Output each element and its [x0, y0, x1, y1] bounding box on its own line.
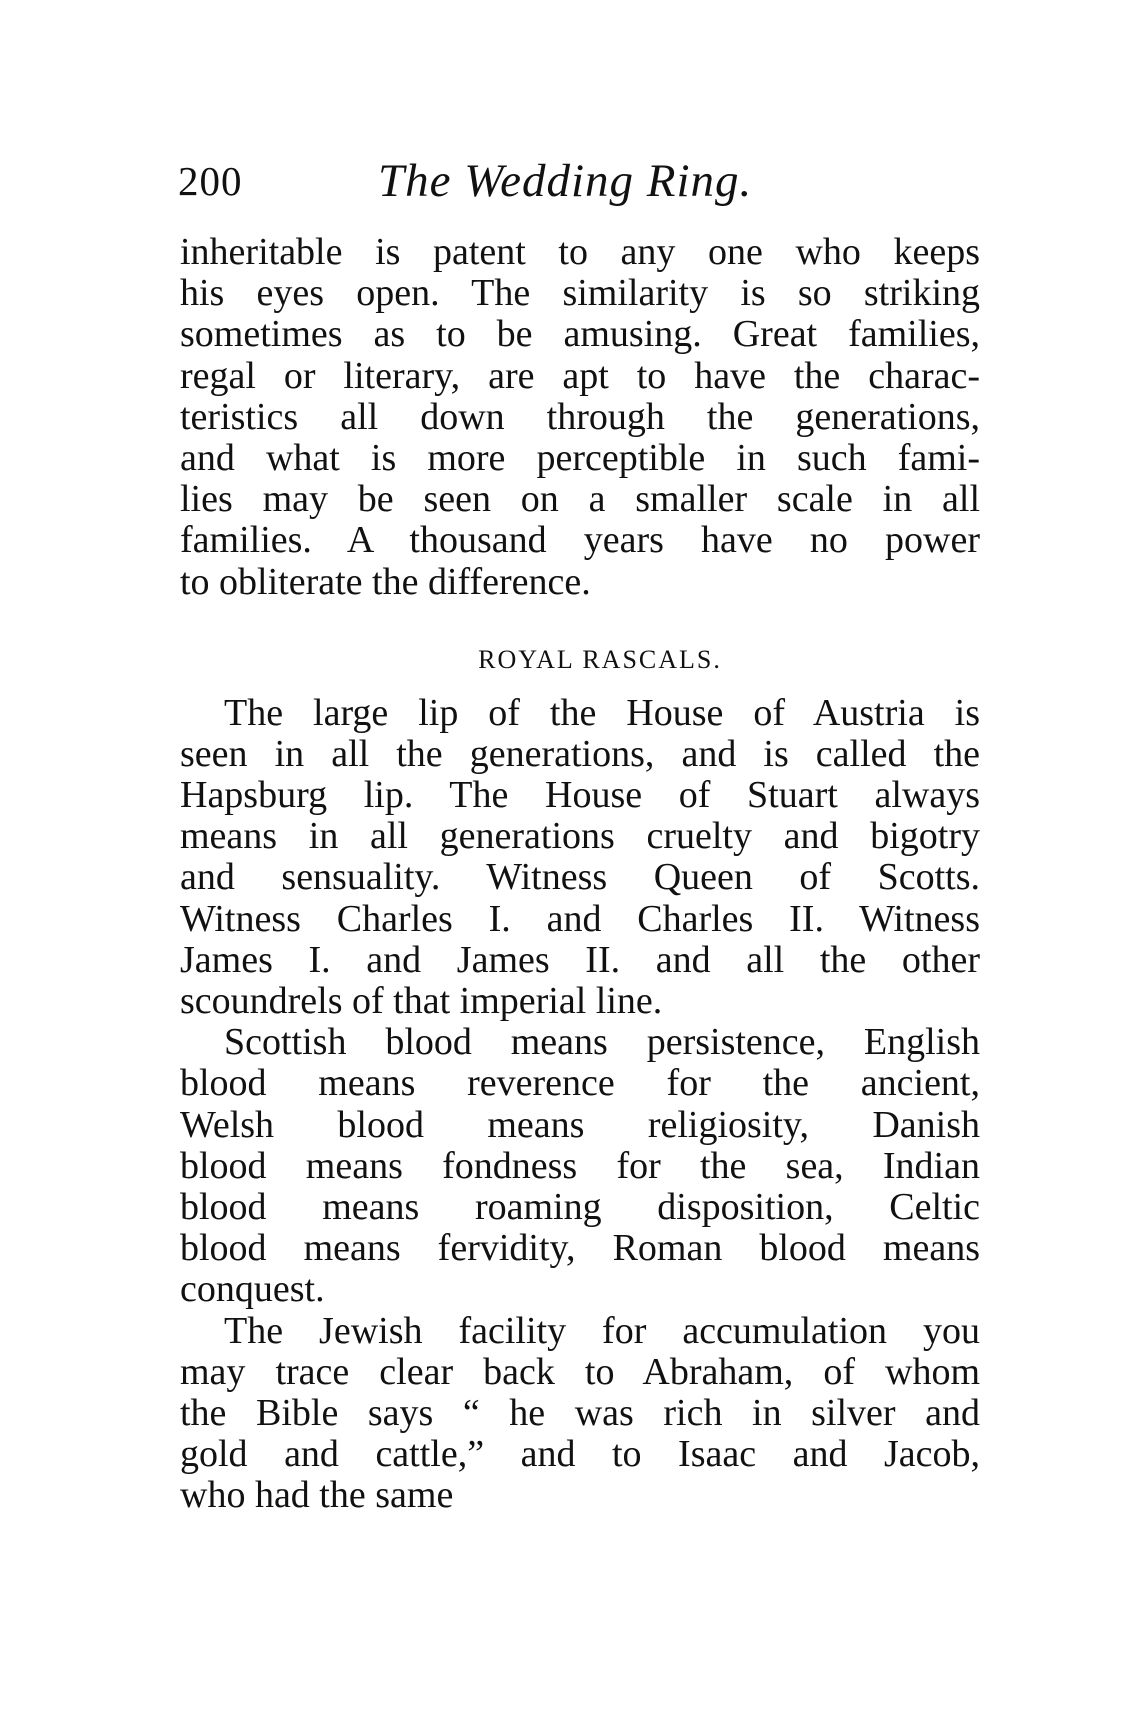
text-line: blood means roaming disposition, Celtic	[180, 1185, 980, 1228]
text-line: may trace clear back to Abraham, of whom	[180, 1350, 980, 1393]
text-line: who had the same	[180, 1474, 454, 1517]
text-line: James I. and James II. and all the other	[180, 938, 980, 981]
paragraph-continuation	[180, 232, 980, 603]
text-line: seen in all the generations, and is called the	[180, 732, 980, 775]
text-line: Hapsburg lip. The House of Stuart always	[180, 774, 980, 817]
text-line: and what is more perceptible in such fami-	[180, 436, 980, 479]
text-line: The Jewish facility for accumulation you	[224, 1309, 980, 1352]
text-line: blood means fervidity, Roman blood means	[180, 1227, 980, 1270]
text-line: families. A thousand years have no power	[180, 519, 980, 562]
page-number: 200	[178, 158, 243, 204]
text-line: inheritable is patent to any one who keeps	[180, 231, 980, 273]
text-line: sometimes as to be amusing. Great families,	[180, 313, 980, 356]
text-line: regal or literary, are apt to have the charac-	[180, 354, 980, 397]
paragraph-blood-traits	[180, 1022, 980, 1310]
text-line: The large lip of the House of Austria is	[224, 691, 980, 734]
body-text	[180, 232, 980, 1516]
running-title: The Wedding Ring.	[378, 155, 753, 207]
text-line: the Bible says “ he was rich in silver and	[180, 1391, 980, 1434]
text-line: Scottish blood means persistence, English	[224, 1021, 980, 1064]
text-line: means in all generations cruelty and bigotry	[180, 815, 980, 858]
paragraph-royal-lines	[180, 693, 980, 1023]
text-line: blood means fondness for the sea, Indian	[180, 1144, 980, 1187]
paragraph-jewish-facility	[180, 1311, 980, 1517]
text-line: conquest.	[180, 1268, 325, 1311]
text-line: gold and cattle,” and to Isaac and Jacob,	[180, 1433, 980, 1476]
text-line: teristics all down through the generations,	[180, 395, 980, 438]
text-line: lies may be seen on a smaller scale in all	[180, 478, 980, 521]
text-line: Welsh blood means religiosity, Danish	[180, 1103, 980, 1146]
text-line: and sensuality. Witness Queen of Scotts.	[180, 856, 980, 899]
running-head	[178, 156, 1008, 216]
section-heading: ROYAL RASCALS.	[478, 644, 722, 674]
text-line: scoundrels of that imperial line.	[180, 980, 663, 1022]
text-line: his eyes open. The similarity is so striking	[180, 272, 980, 315]
text-line: Witness Charles I. and Charles II. Witness	[180, 897, 980, 940]
text-line: blood means reverence for the ancient,	[180, 1062, 980, 1105]
text-line: to obliterate the difference.	[180, 560, 591, 603]
